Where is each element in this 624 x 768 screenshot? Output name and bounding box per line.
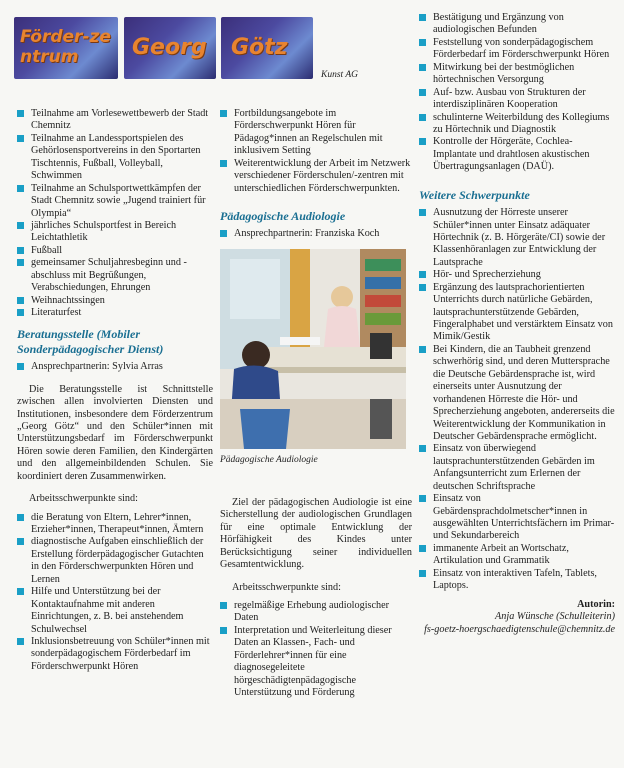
audiologie-paragraph: Ziel der pädagogischen Audiologie ist eine Sicherstellung der audiologischen Grundlagen für eine optimale Entwicklung der Hörfähigkeit des Kindes unter Berücksichtigung seiner individuellen Gesamtentwicklung. bbox=[220, 496, 412, 571]
list-item: Bestätigung und Ergänzung von audiologischen Befunden bbox=[419, 12, 615, 37]
contact-list bbox=[17, 361, 213, 373]
list-item: Bei Kindern, die an Taubheit grenzend schwerhörig sind, und deren Muttersprache die Deutsche Gebärdensprache ist, wird einerseits unter Ausnutzung der vorhandenen Hörreste die Hör- und Sprecherziehung angeboten, andererseits die Weiterentwicklung der Kommunikation in Deutscher Gebärdensprache ermöglicht. bbox=[419, 344, 615, 444]
list-item: Feststellung von sonderpädagogischem Förderbedarf im Förderschwerpunkt Hören bbox=[419, 37, 615, 62]
list-item: Hilfe und Unterstützung bei der Kontaktaufnahme mit anderen Einrichtungen, z. B. bei anstehendem Schulwechsel bbox=[17, 586, 213, 636]
arbeits-heading: Arbeitsschwerpunkte sind: bbox=[232, 581, 341, 593]
column-right bbox=[419, 12, 615, 636]
art-label: Kunst AG bbox=[321, 70, 359, 80]
list-item: Einsatz von überwiegend lautsprachunterstützenden Gebärden im Anfangsunterricht zum Erlernen der deutschen Schriftsprache bbox=[419, 443, 615, 493]
logo-tile-georg bbox=[124, 17, 216, 79]
list-item: Teilnahme an Schulsportwettkämpfen der Stadt Chemnitz sowie „Jugend trainiert für Olympia“ bbox=[17, 183, 213, 220]
audiologie-tasks-list bbox=[419, 12, 615, 174]
section-heading-weitere: Weitere Schwerpunkte bbox=[419, 187, 530, 202]
list-item: Teilnahme an Landessportspielen des Gehörlosensportvereins in den Sportarten Tischtennis, Fußball, Volleyball, Schwimmen bbox=[17, 133, 213, 183]
list-item: Interpretation und Weiterleitung dieser Daten an Klassen-, Fach- und Förderlehrer*innen für eine diagnosegeleitete hörgeschädigtenpädagogische Unterstützung und Förderung bbox=[220, 625, 412, 700]
audiology-photo bbox=[220, 249, 406, 449]
list-item: Ergänzung des lautsprachorientierten Unterrichts durch natürliche Gebärden, lautsprachunterstützende Gebärden, Fingeralphabet und verstärktem Einsatz von Mimik/Gestik bbox=[419, 282, 615, 344]
list-item: jährliches Schulsportfest in Bereich Leichtathletik bbox=[17, 220, 213, 245]
list-item: Mitwirkung bei der bestmöglichen hörtechnischen Versorgung bbox=[419, 62, 615, 87]
author-name: Anja Wünsche (Schulleiterin) bbox=[495, 611, 615, 623]
author-label: Autorin: bbox=[577, 598, 615, 610]
activities-list bbox=[17, 108, 213, 319]
list-item: die Beratung von Eltern, Lehrer*innen, Erzieher*innen, Therapeut*innen, Ämtern bbox=[17, 512, 213, 537]
list-item: Auf- bzw. Ausbau von Strukturen der interdisziplinären Kooperation bbox=[419, 87, 615, 112]
arbeits-list bbox=[17, 512, 213, 674]
section-heading-audiologie: Pädagogische Audiologie bbox=[220, 209, 346, 224]
arbeits-list bbox=[220, 600, 412, 700]
beratung-paragraph: Die Beratungsstelle ist Schnittstelle zwischen allen involvierten Diensten und Institutionen, insbesondere dem Förderzentrum „Georg Götz“ und den Schüler*innen mit Unterstützungsbedarf im Förderschwerpunkt Hören sowie deren Familien, den Kindergärten und den allgemeinbildenden Schulen. Sie koordiniert deren Zusammenwirken. bbox=[17, 383, 213, 482]
list-item: Kontrolle der Hörgeräte, Cochlea-Implantate und drahtlosen akustischen Übertragungsanlagen (DAÜ). bbox=[419, 136, 615, 173]
list-item: regelmäßige Erhebung audiologischer Daten bbox=[220, 600, 412, 625]
logo-tile-text: Georg bbox=[132, 35, 207, 60]
arbeits-heading: Arbeitsschwerpunkte sind: bbox=[29, 493, 138, 505]
weitere-list bbox=[419, 207, 615, 593]
contact-list bbox=[220, 228, 412, 240]
list-item: schulinterne Weiterbildung des Kollegiums zu Hörtechnik und Diagnostik bbox=[419, 112, 615, 137]
list-item: Hör- und Sprecherziehung bbox=[419, 269, 615, 281]
list-item: diagnostische Aufgaben einschließlich der Erstellung förderpädagogischer Gutachten in den Förderschwerpunkten Hören und Lernen bbox=[17, 536, 213, 586]
list-item: immanente Arbeit an Wortschatz, Artikulation und Grammatik bbox=[419, 543, 615, 568]
list-item: Ausnutzung der Hörreste unserer Schüler*innen unter Einsatz adäquater Hörtechnik (z. B. Hörgeräte/CI) sowie der Klassenhöranlagen zur Entwicklung der Lautsprache bbox=[419, 207, 615, 269]
list-item: Fortbildungsangebote im Förderschwerpunkt Hören für Pädagog*innen an Regelschulen mit inklusivem Setting bbox=[220, 108, 412, 158]
list-item: Einsatz von interaktiven Tafeln, Tablets, Laptops. bbox=[419, 568, 615, 593]
list-item: Einsatz von Gebärdensprachdolmetscher*innen in ausgewählten Unterrichtsfächern im Primar- und Sekundarbereich bbox=[419, 493, 615, 543]
column-middle bbox=[220, 108, 412, 699]
list-item: Inklusionsbetreuung von Schüler*innen mit sonderpädagogischem Förderbedarf im Förderschwerpunkt Hören bbox=[17, 636, 213, 673]
contact-person: Ansprechpartnerin: Franziska Koch bbox=[220, 228, 412, 240]
author-credit bbox=[419, 599, 615, 636]
logo-tile-foerderzentrum bbox=[14, 17, 118, 79]
logo-tile-text: Götz bbox=[231, 35, 288, 60]
photo-caption: Pädagogische Audiologie bbox=[220, 455, 318, 466]
list-item: Weihnachtssingen bbox=[17, 295, 213, 307]
list-item: gemeinsamer Schuljahresbeginn und -abschluss mit Begrüßungen, Verabschiedungen, Ehrungen bbox=[17, 257, 213, 294]
logo-tile-text: Förder-zentrum bbox=[20, 27, 111, 67]
list-item: Weiterentwicklung der Arbeit im Netzwerk verschiedener Förderschulen/-zentren mit unterschiedlichen Förderschwerpunkten. bbox=[220, 158, 412, 195]
column-left bbox=[17, 108, 213, 673]
fortbildung-list bbox=[220, 108, 412, 195]
list-item: Fußball bbox=[17, 245, 213, 257]
contact-person: Ansprechpartnerin: Sylvia Arras bbox=[17, 361, 213, 373]
logo-tile-goetz bbox=[221, 17, 313, 79]
list-item: Teilnahme am Vorlesewettbewerb der Stadt Chemnitz bbox=[17, 108, 213, 133]
list-item: Literaturfest bbox=[17, 307, 213, 319]
section-heading-beratungsstelle: Beratungsstelle (Mobiler Sonderpädagogischer Dienst) bbox=[17, 327, 164, 356]
author-email: fs-goetz-hoergschaedigtenschule@chemnitz.de bbox=[424, 623, 615, 635]
